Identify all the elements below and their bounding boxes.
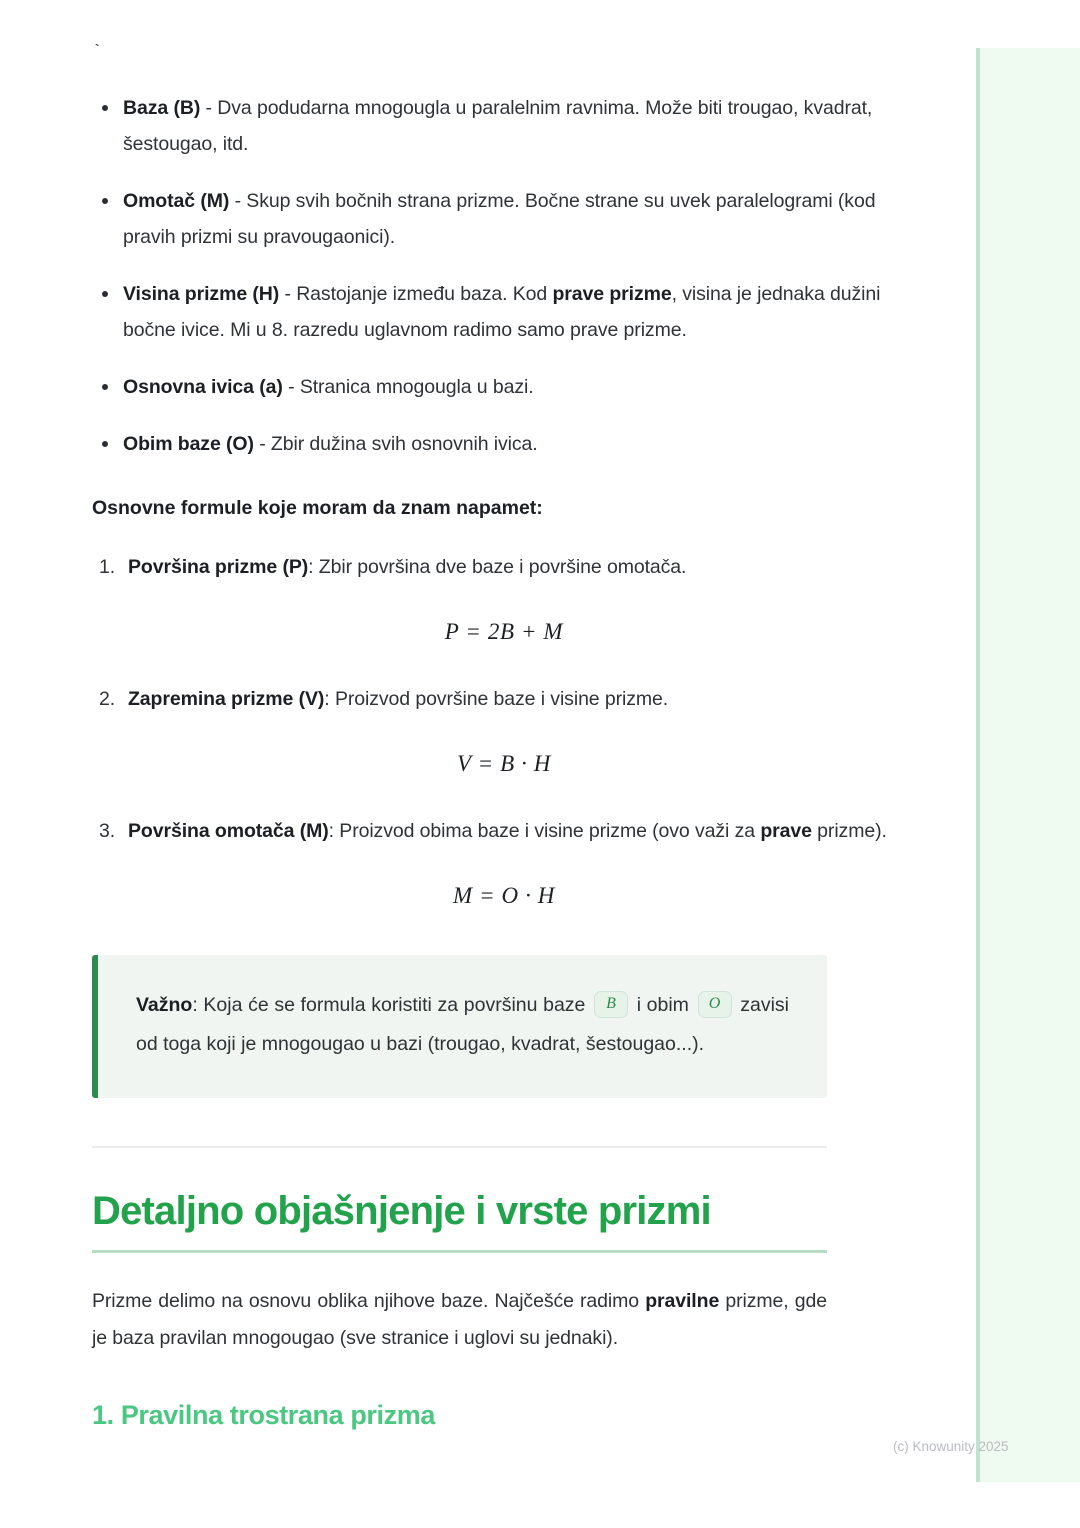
paragraph-text-after: prizme, gde je baza pravilan mnogougao (sve stranice i uglovi su jednaki). xyxy=(92,1290,827,1349)
list-item xyxy=(92,549,916,585)
list-item xyxy=(92,183,916,255)
list-item xyxy=(92,681,916,717)
formula-separator: : xyxy=(324,688,335,710)
section-paragraph xyxy=(92,1283,827,1357)
list-item xyxy=(92,276,916,348)
right-side-panel xyxy=(976,48,1080,1482)
callout-text xyxy=(136,986,789,1064)
definition-term: Baza (B) xyxy=(123,97,201,119)
list-item xyxy=(92,90,916,162)
callout-label: Važno xyxy=(136,994,193,1016)
definition-separator: - xyxy=(253,433,271,455)
definition-separator: - xyxy=(229,190,247,212)
formula-text-after: prizme). xyxy=(811,820,887,842)
definition-term: Osnovna ivica (a) xyxy=(123,376,283,398)
definition-term: Omotač (M) xyxy=(123,190,230,212)
definitions-list xyxy=(92,90,916,462)
formula-text: Zbir površina dve baze i površine omotača. xyxy=(318,556,687,578)
formula-separator: : xyxy=(308,556,319,578)
list-item xyxy=(92,426,916,462)
list-item xyxy=(92,369,916,405)
paragraph-emphasis: pravilne xyxy=(645,1290,720,1312)
formula-text-before: Proizvod obima baze i visine prizme (ovo važi za xyxy=(339,820,761,842)
definition-text-after: , visina je jednaka dužini bočne ivice. Mi u 8. razredu uglavnom radimo samo prave prizme. xyxy=(123,283,881,341)
definition-separator: - xyxy=(282,376,300,398)
definition-text: Skup svih bočnih strana prizme. Bočne strane su uvek paralelogrami (kod pravih prizmi su pravougaonici). xyxy=(123,190,876,248)
formula-separator: : xyxy=(328,820,340,842)
formula-term: Površina omotača (M) xyxy=(128,820,329,842)
equation-volume: V = B · H xyxy=(457,751,551,776)
formulas-intro-heading: Osnovne formule koje moram da znam napamet: xyxy=(92,497,543,519)
paragraph-text-before: Prizme delimo na osnovu oblika njihove baze. Najčešće radimo xyxy=(92,1290,646,1312)
formula-text: Proizvod površine baze i visine prizme. xyxy=(334,688,669,710)
inline-chip-b: B xyxy=(594,991,628,1018)
formulas-list xyxy=(92,681,916,717)
equation-surface-area: P = 2B + M xyxy=(444,619,564,644)
definition-text: Dva podudarna mnogougla u paralelnim ravnima. Može biti trougao, kvadrat, šestougao, itd. xyxy=(123,97,873,155)
subsection-title: 1. Pravilna trostrana prizma xyxy=(92,1400,435,1430)
definition-emphasis: prave prizme xyxy=(552,283,672,305)
definition-text: Stranica mnogougla u bazi. xyxy=(299,376,534,398)
formulas-list xyxy=(92,549,916,585)
definition-separator: - xyxy=(200,97,218,119)
definition-term: Obim baze (O) xyxy=(123,433,254,455)
formula-term: Zapremina prizme (V) xyxy=(128,688,325,710)
copyright-watermark: (c) Knowunity 2025 xyxy=(893,1439,1009,1454)
page-title: Detaljno objašnjenje i vrste prizmi xyxy=(92,1189,711,1233)
title-underline xyxy=(92,1250,827,1253)
definition-term: Visina prizme (H) xyxy=(123,283,280,305)
definition-separator: - xyxy=(279,283,297,305)
stray-backtick-mark: ` xyxy=(92,43,103,62)
callout-part-1: Koja će se formula koristiti za površinu baze xyxy=(203,994,586,1016)
callout-separator: : xyxy=(192,994,204,1016)
definition-text-before: Rastojanje između baza. Kod xyxy=(296,283,553,305)
equation-lateral-area: M = O · H xyxy=(452,883,556,908)
callout-part-3: zavisi od toga koji je mnogougao u bazi (trougao, kvadrat, šestougao...). xyxy=(136,994,789,1055)
formula-term: Površina prizme (P) xyxy=(128,556,309,578)
list-item xyxy=(92,813,916,849)
definition-text: Zbir dužina svih osnovnih ivica. xyxy=(270,433,538,455)
callout-part-2: i obim xyxy=(636,994,689,1016)
formula-emphasis: prave xyxy=(760,820,812,842)
inline-chip-o: O xyxy=(698,991,732,1018)
formulas-list xyxy=(92,813,916,849)
important-callout xyxy=(92,955,827,1098)
section-divider xyxy=(92,1146,827,1148)
